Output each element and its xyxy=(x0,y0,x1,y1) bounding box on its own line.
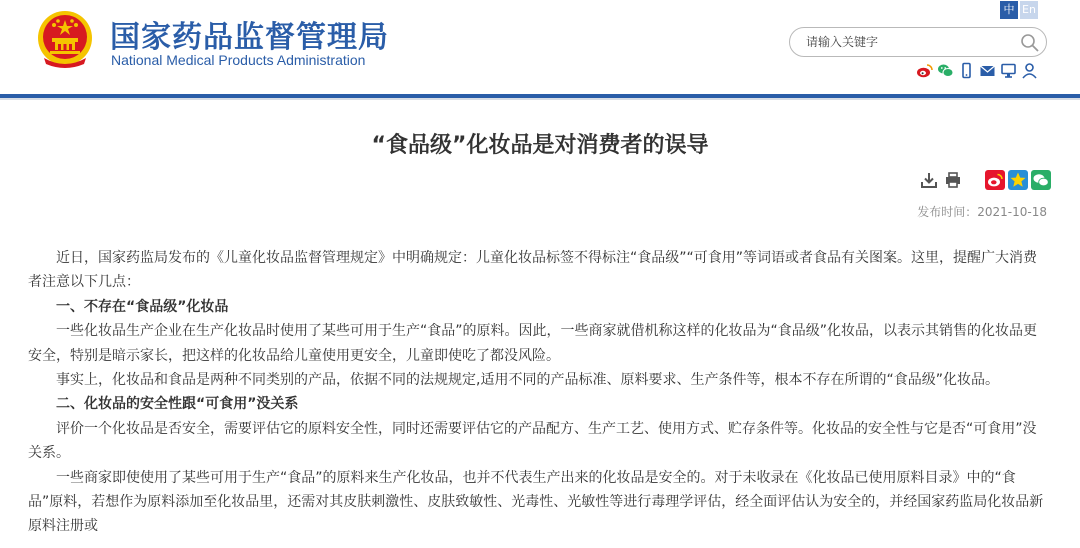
message-icon[interactable] xyxy=(1000,62,1017,79)
lang-zh-button[interactable]: 中 xyxy=(1000,1,1018,19)
national-emblem-logo[interactable] xyxy=(36,8,94,70)
article-paragraph: 事实上，化妆品和食品是两种不同类别的产品，依据不同的法规规定,适用不同的产品标准、原料要求、生产条件等，根本不存在所谓的“食品级”化妆品。 xyxy=(56,372,999,389)
article-body xyxy=(28,246,1050,539)
header-divider-shadow xyxy=(0,98,1080,100)
search-icon[interactable] xyxy=(1020,33,1040,53)
print-icon[interactable] xyxy=(944,171,962,189)
qzone-share-icon[interactable] xyxy=(1008,170,1028,190)
article-toolbar xyxy=(920,170,1051,190)
article-paragraph: 评价一个化妆品是否安全，需要评估它的原料安全性，同时还需要评估它的产品配方、生产工艺、使用方式、贮存条件等。化妆品的安全性与它是否“可食用”没关系。 xyxy=(28,420,1037,462)
publish-date-value: 2021-10-18 xyxy=(977,205,1047,219)
search-input[interactable] xyxy=(806,33,1016,51)
social-links xyxy=(916,62,1038,79)
user-icon[interactable] xyxy=(1021,62,1038,79)
article-paragraph: 一些商家即使使用了某些可用于生产“食品”的原料来生产化妆品，也并不代表生产出来的化妆品是安全的。对于未收录在《化妆品已使用原料目录》中的“食品”原料，若想作为原料添加至化妆品里，还需对其皮肤刺激性、皮肤致敏性、光毒性、光敏性等进行毒理学评估，经全面评估认为安全的，并经国家药监局化妆品新原料注册或 xyxy=(28,469,1044,535)
site-title-cn: 国家药品监督管理局 xyxy=(110,20,389,55)
weibo-share-icon[interactable] xyxy=(985,170,1005,190)
article-section-heading: 二、化妆品的安全性跟“可食用”没关系 xyxy=(56,396,299,413)
publish-date xyxy=(917,203,1047,220)
article-paragraph: 近日，国家药监局发布的《儿童化妆品监督管理规定》中明确规定：儿童化妆品标签不得标注“食品级”“可食用”等词语或者食品有关图案。这里，提醒广大消费者注意以下几点： xyxy=(28,250,1038,291)
article-section-heading: 一、不存在“食品级”化妆品 xyxy=(56,298,229,315)
lang-en-button[interactable]: En xyxy=(1020,1,1038,19)
article-paragraph: 一些化妆品生产企业在生产化妆品时使用了某些可用于生产“食品”的原料。因此，一些商家就借机称这样的化妆品为“食品级”化妆品，以表示其销售的化妆品更安全，特别是暗示家长，把这样的化妆品给儿童使用更安全，儿童即使吃了都没风险。 xyxy=(28,323,1038,364)
publish-date-label: 发布时间： xyxy=(917,205,978,219)
weibo-icon[interactable] xyxy=(916,62,933,79)
site-header xyxy=(0,0,1080,95)
article-title: “食品级”化妆品是对消费者的误导 xyxy=(371,133,709,158)
wechat-share-icon[interactable] xyxy=(1031,170,1051,190)
mail-icon[interactable] xyxy=(979,62,996,79)
download-icon[interactable] xyxy=(920,171,938,189)
mobile-icon[interactable] xyxy=(958,62,975,79)
wechat-icon[interactable] xyxy=(937,62,954,79)
language-switch xyxy=(1000,1,1038,19)
site-title-en: National Medical Products Administration xyxy=(111,52,366,68)
search-box xyxy=(789,27,1047,57)
